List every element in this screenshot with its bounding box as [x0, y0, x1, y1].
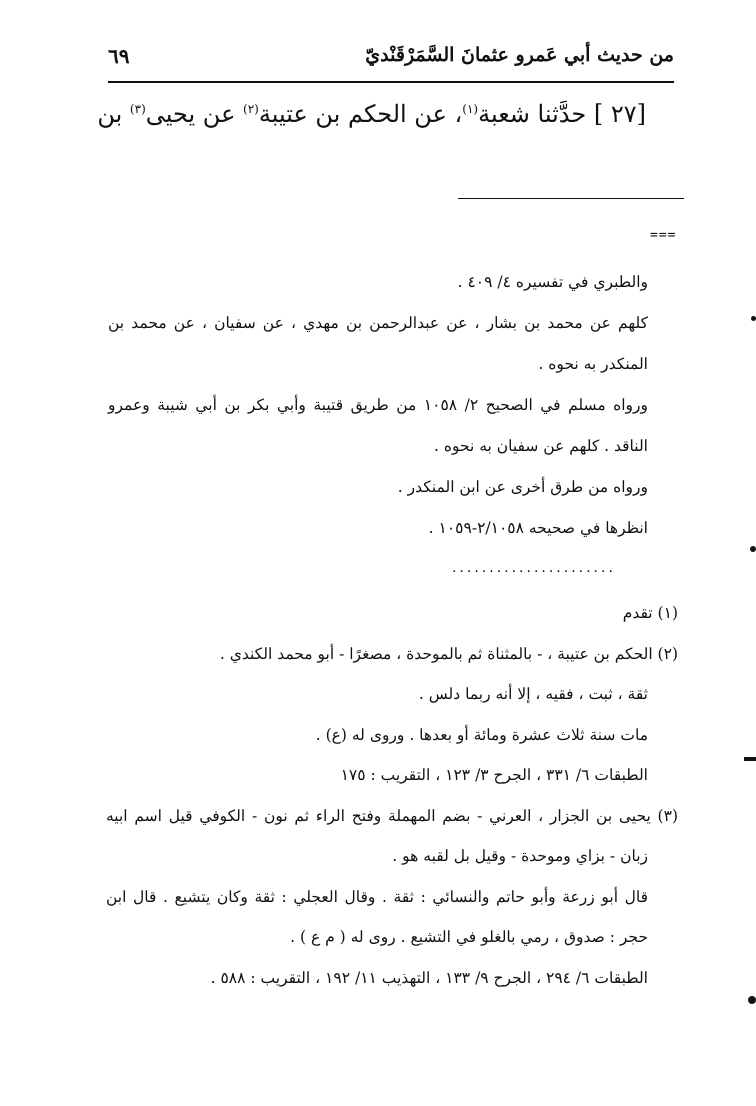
running-title: من حديث أبي عَمرو عثمانَ السَّمَرْقَنْديّ: [365, 44, 674, 66]
footnote-line: ورواه مسلم في الصحيح ٢/ ١٠٥٨ من طريق قتيبة وأبي بكر بن أبي شيبة وعمرو: [108, 396, 649, 414]
hadith-text-part: حدَّثنا شعبة: [478, 100, 587, 128]
hadith-text: [97, 92, 646, 131]
scan-speck: [751, 316, 756, 321]
scan-speck: [748, 996, 756, 1004]
hadith-text-part: عن يحيى: [145, 100, 236, 128]
footnote-line: كلهم عن محمد بن بشار ، عن عبدالرحمن بن مهدي ، عن سفيان ، عن محمد بن: [108, 314, 648, 332]
footnote-line: حجر : صدوق ، رمي بالغلو في التشيع . روى له ( م ع ) .: [290, 928, 648, 946]
footnote-3: (٣) يحيى بن الجزار ، العرني - بضم المهملة وفتح الراء ثم نون - الكوفي قيل اسم ابيه: [106, 806, 678, 825]
footnotes: [106, 593, 678, 998]
footnote-line: ورواه من طرق أخرى عن ابن المنكدر .: [397, 478, 648, 496]
continuation-mark: ===: [650, 228, 677, 243]
footnote-line: زبان - بزاي وموحدة - وقيل بل لقبه هو .: [392, 847, 648, 865]
footnote-ref: (٣): [129, 102, 146, 116]
footnote-line: مات سنة ثلاث عشرة ومائة أو بعدها . وروى له (ع) .: [315, 725, 648, 744]
page-header: [108, 44, 674, 80]
continued-footnote: [108, 262, 648, 549]
footnote-ref: (٢): [243, 102, 259, 116]
footnote-rule: [458, 198, 684, 199]
page-number: ٦٩: [108, 44, 130, 68]
hadith-text-part: ، عن الحكم بن عتيبة: [258, 100, 463, 128]
footnote-line: الناقد . كلهم عن سفيان به نحوه .: [433, 437, 648, 455]
footnote-line: ثقة ، ثبت ، فقيه ، إلا أنه ربما دلس .: [418, 685, 648, 703]
footnote-1: (١) تقدم: [622, 604, 678, 622]
hadith-text-part: بن: [97, 100, 123, 128]
header-rule: [108, 81, 674, 83]
scan-speck: [750, 546, 756, 552]
footnote-line: الطبقات ٦/ ٣٣١ ، الجرح ٣/ ١٢٣ ، التقريب : ١٧٥: [340, 766, 648, 784]
footnote-line: انظرها في صحيحه ٢/١٠٥٨-١٠٥٩ .: [428, 519, 648, 537]
footnote-ref: (١): [462, 102, 479, 116]
footnote-line: الطبقات ٦/ ٢٩٤ ، الجرح ٩/ ١٣٣ ، التهذيب ١١/ ١٩٢ ، التقريب : ٥٨٨ .: [210, 968, 648, 987]
dotted-separator: ......................: [452, 560, 616, 576]
footnote-line: قال أبو زرعة وأبو حاتم والنسائي : ثقة . وقال العجلي : ثقة وكان يتشيع . قال ابن: [106, 887, 648, 906]
footnote-2: (٢) الحكم بن عتيبة ، - بالمثناة ثم بالموحدة ، مصغرًا - أبو محمد الكندي .: [219, 644, 678, 663]
hadith-number: [٢٧ ]: [593, 100, 646, 128]
scan-speck: [744, 757, 756, 761]
footnote-line: والطبري في تفسيره ٤/ ٤٠٩ .: [457, 273, 648, 291]
footnote-line: المنكدر به نحوه .: [538, 355, 648, 373]
